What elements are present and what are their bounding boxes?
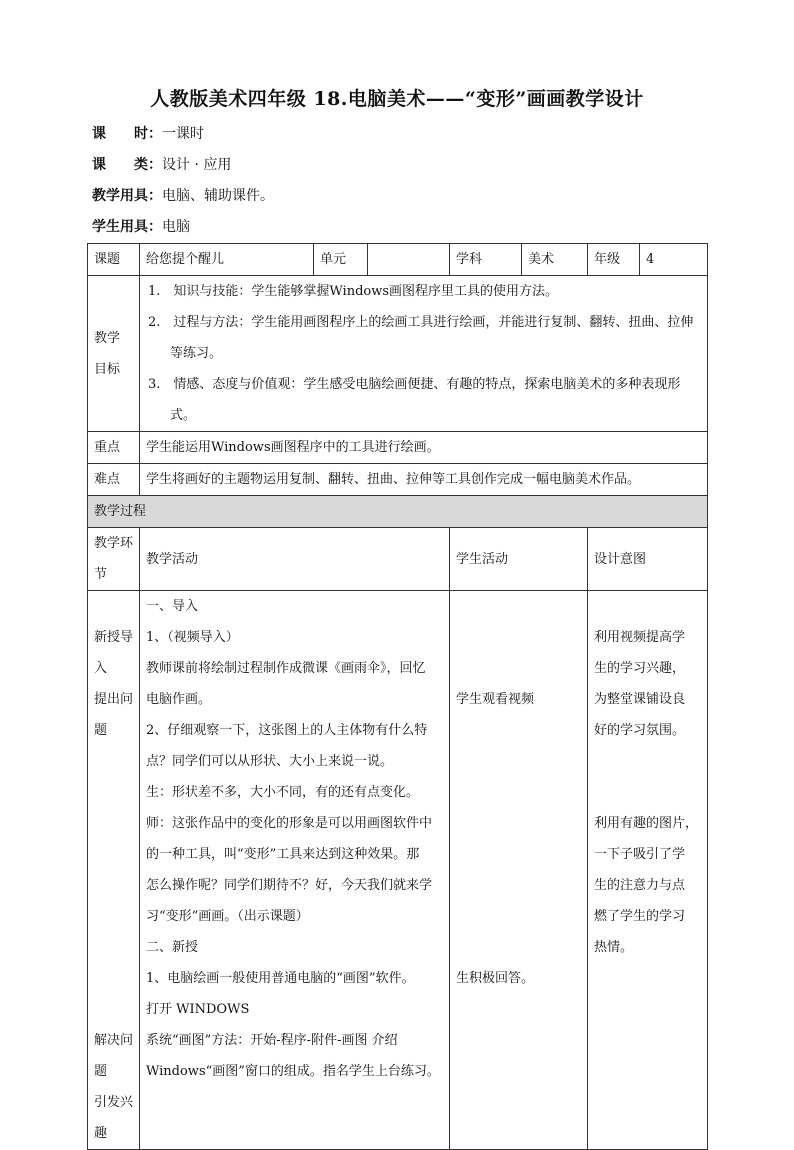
key-point-text: 学生能运用Windows画图程序中的工具进行绘画。 — [140, 432, 708, 464]
activity-line: 怎么操作呢？同学们期待不？好，今天我们就来学 — [146, 878, 433, 893]
key-point-row — [88, 432, 708, 464]
activity-line: 一、导入 — [146, 599, 199, 614]
grade-label: 年级 — [588, 244, 640, 276]
header-intent: 设计意图 — [588, 528, 708, 591]
stage-label: 解决问题 — [94, 1033, 134, 1079]
activity-line: 2、仔细观察一下，这张图上的人主体物有什么特 — [146, 723, 428, 738]
process-content-row — [88, 591, 708, 1150]
intent-line: 利用有趣的图片， — [594, 816, 699, 831]
meta-student-tools — [92, 216, 190, 236]
unit-value — [368, 244, 450, 276]
activity-line: 点？同学们可以从形状、大小上来说一说。 — [146, 754, 394, 769]
difficult-point-text: 学生将画好的主题物运用复制、翻转、扭曲、拉伸等工具创作完成一幅电脑美术作品。 — [140, 464, 708, 496]
activity-line: 习“变形”画画。（出示课题） — [146, 909, 309, 924]
intent-line: 燃了学生的学习 — [594, 909, 686, 924]
meta-value: 电脑、辅助课件。 — [162, 188, 274, 204]
intent-line: 一下子吸引了学 — [594, 847, 686, 862]
difficult-point-row — [88, 464, 708, 496]
info-row — [88, 244, 708, 276]
goals-content — [140, 276, 708, 432]
meta-label: 学生用具： — [92, 219, 162, 235]
activity-line: 系统“画图”方法：开始-程序-附件-画图 介绍 — [146, 1033, 398, 1048]
process-title-row — [88, 496, 708, 528]
meta-label: 课 时： — [92, 126, 162, 142]
lesson-plan-table — [87, 243, 708, 1150]
meta-class-type — [92, 154, 231, 174]
student-activity: 学生观看视频 — [456, 692, 535, 707]
activity-line: 二、新授 — [146, 940, 199, 955]
goals-label-line: 教学 — [94, 330, 121, 346]
meta-label: 教学用具： — [92, 188, 162, 204]
header-student: 学生活动 — [450, 528, 588, 591]
student-activity: 生积极回答。 — [456, 971, 535, 986]
process-title: 教学过程 — [88, 496, 708, 528]
document-title: 人教版美术四年级 18.电脑美术——“变形”画画教学设计 — [150, 88, 644, 110]
activity-column — [140, 591, 450, 1150]
student-column — [450, 591, 588, 1150]
activity-line: Windows“画图”窗口的组成。指名学生上台练习。 — [146, 1064, 440, 1079]
goal-item: 1. 知识与技能：学生能够掌握Windows画图程序里工具的使用方法。 — [148, 284, 559, 299]
intent-line: 为整堂课铺设良 — [594, 692, 686, 707]
topic-label: 课题 — [88, 244, 140, 276]
process-header-row — [88, 528, 708, 591]
meta-label: 课 类： — [92, 157, 162, 173]
grade-value: 4 — [640, 244, 708, 276]
activity-line: 电脑作画。 — [146, 692, 212, 707]
subject-label: 学科 — [450, 244, 522, 276]
goal-item: 3. 情感、态度与价值观：学生感受电脑绘画便捷、有趣的特点，探索电脑美术的多种表现形式。 — [148, 377, 681, 423]
activity-line: 生：形状差不多，大小不同，有的还有点变化。 — [146, 785, 420, 800]
intent-line: 生的学习兴趣， — [594, 661, 686, 676]
activity-line: 的一种工具，叫“变形”工具来达到这种效果。那 — [146, 847, 420, 862]
stage-label: 引发兴趣 — [94, 1095, 134, 1141]
intent-line: 生的注意力与点 — [594, 878, 686, 893]
intent-column — [588, 591, 708, 1150]
intent-line: 热情。 — [594, 940, 634, 955]
goal-item: 2. 过程与方法：学生能用画图程序上的绘画工具进行绘画，并能进行复制、翻转、扭曲、拉伸等练习。 — [148, 315, 694, 361]
meta-teaching-tools — [92, 185, 274, 205]
activity-line: 打开 WINDOWS — [146, 1002, 250, 1017]
stage-label: 提出问题 — [94, 692, 134, 738]
meta-value: 一课时 — [162, 126, 204, 142]
subject-value: 美术 — [522, 244, 588, 276]
goals-label-line: 目标 — [94, 361, 121, 377]
activity-line: 1、电脑绘画一般使用普通电脑的“画图”软件。 — [146, 971, 415, 986]
intent-line: 利用视频提高学 — [594, 630, 686, 645]
unit-label: 单元 — [314, 244, 368, 276]
topic-value: 给您提个醒儿 — [140, 244, 314, 276]
header-activity: 教学活动 — [140, 528, 450, 591]
activity-line: 1、（视频导入） — [146, 630, 239, 645]
stage-column — [88, 591, 140, 1150]
key-point-label: 重点 — [88, 432, 140, 464]
header-stage: 教学环节 — [88, 528, 140, 591]
intent-line: 好的学习氛围。 — [594, 723, 686, 738]
goals-label — [88, 276, 140, 432]
stage-label: 新授导入 — [94, 630, 134, 676]
meta-value: 电脑 — [162, 219, 190, 235]
difficult-point-label: 难点 — [88, 464, 140, 496]
meta-class-hours — [92, 123, 204, 143]
goals-row — [88, 276, 708, 432]
activity-line: 教师课前将绘制过程制作成微课《画雨伞》，回忆 — [146, 661, 426, 676]
meta-value: 设计 · 应用 — [162, 157, 232, 173]
activity-line: 师：这张作品中的变化的形象是可以用画图软件中 — [146, 816, 433, 831]
